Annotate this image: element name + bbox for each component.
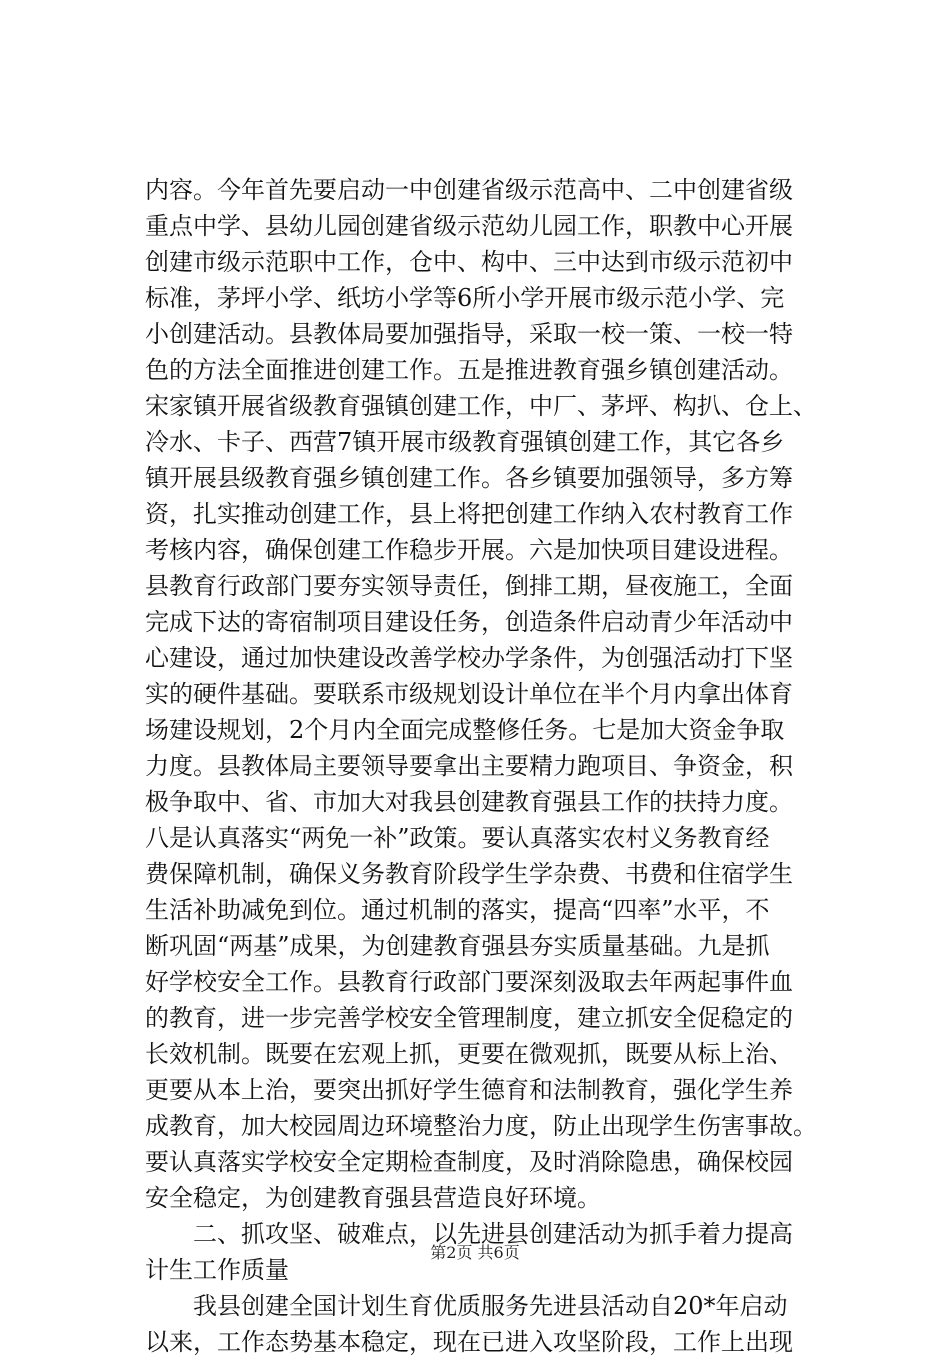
text-line: 安全稳定，为创建教育强县营造良好环境。 <box>145 1184 601 1212</box>
text-line: 好学校安全工作。县教育行政部门要深刻汲取去年两起事件血 <box>145 968 793 996</box>
text-line: 重点中学、县幼儿园创建省级示范幼儿园工作，职教中心开展 <box>145 212 793 240</box>
text-line: 要认真落实学校安全定期检查制度，及时消除隐患，确保校园 <box>145 1148 793 1176</box>
text-line: 小创建活动。县教体局要加强指导，采取一校一策、一校一特 <box>145 320 793 348</box>
text-line: 费保障机制，确保义务教育阶段学生学杂费、书费和住宿学生 <box>145 860 793 888</box>
text-line: 实的硬件基础。要联系市级规划设计单位在半个月内拿出体育 <box>145 680 793 708</box>
text-line: 考核内容，确保创建工作稳步开展。六是加快项目建设进程。 <box>145 536 793 564</box>
text-line: 镇开展县级教育强乡镇创建工作。各乡镇要加强领导，多方筹 <box>145 464 793 492</box>
text-line: 标准，茅坪小学、纸坊小学等6所小学开展市级示范小学、完 <box>145 284 785 312</box>
body-text <box>145 172 865 1360</box>
text-line: 完成下达的寄宿制项目建设任务，创造条件启动青少年活动中 <box>145 608 793 636</box>
text-line: 极争取中、省、市加大对我县创建教育强县工作的扶持力度。 <box>145 788 793 816</box>
page-number-footer: 第2页 共6页 <box>430 1243 520 1262</box>
text-line: 以来，工作态势基本稳定，现在已进入攻坚阶段，工作上出现 <box>145 1328 793 1356</box>
text-line: 生活补助减免到位。通过机制的落实，提高“四率”水平，不 <box>145 896 770 924</box>
text-line: 更要从本上治，要突出抓好学生德育和法制教育，强化学生养 <box>145 1076 793 1104</box>
text-line: 场建设规划，2个月内全面完成整修任务。七是加大资金争取 <box>145 716 785 744</box>
text-line: 八是认真落实“两免一补”政策。要认真落实农村义务教育经 <box>145 824 770 852</box>
text-line: 我县创建全国计划生育优质服务先进县活动自20*年启动 <box>145 1292 788 1320</box>
text-line: 的教育，进一步完善学校安全管理制度，建立抓安全促稳定的 <box>145 1004 793 1032</box>
text-line: 创建市级示范职中工作，仓中、构中、三中达到市级示范初中 <box>145 248 793 276</box>
text-line: 县教育行政部门要夯实领导责任，倒排工期，昼夜施工，全面 <box>145 572 793 600</box>
text-line: 资，扎实推动创建工作，县上将把创建工作纳入农村教育工作 <box>145 500 793 528</box>
text-line: 断巩固“两基”成果，为创建教育强县夯实质量基础。九是抓 <box>145 932 770 960</box>
text-line: 宋家镇开展省级教育强镇创建工作，中厂、茅坪、构扒、仓上、 <box>145 392 817 420</box>
text-line: 冷水、卡子、西营7镇开展市级教育强镇创建工作，其它各乡 <box>145 428 785 456</box>
text-line: 色的方法全面推进创建工作。五是推进教育强乡镇创建活动。 <box>145 356 793 384</box>
section-heading: 二、抓攻坚、破难点，以先进县创建活动为抓手着力提高 <box>145 1220 793 1248</box>
text-line: 长效机制。既要在宏观上抓，更要在微观抓，既要从标上治、 <box>145 1040 793 1068</box>
text-line: 内容。今年首先要启动一中创建省级示范高中、二中创建省级 <box>145 176 793 204</box>
section-heading-continued: 计生工作质量 <box>145 1256 289 1284</box>
text-line: 力度。县教体局主要领导要拿出主要精力跑项目、争资金，积 <box>145 752 793 780</box>
text-line: 心建设，通过加快建设改善学校办学条件，为创强活动打下坚 <box>145 644 793 672</box>
text-line: 成教育，加大校园周边环境整治力度，防止出现学生伤害事故。 <box>145 1112 817 1140</box>
